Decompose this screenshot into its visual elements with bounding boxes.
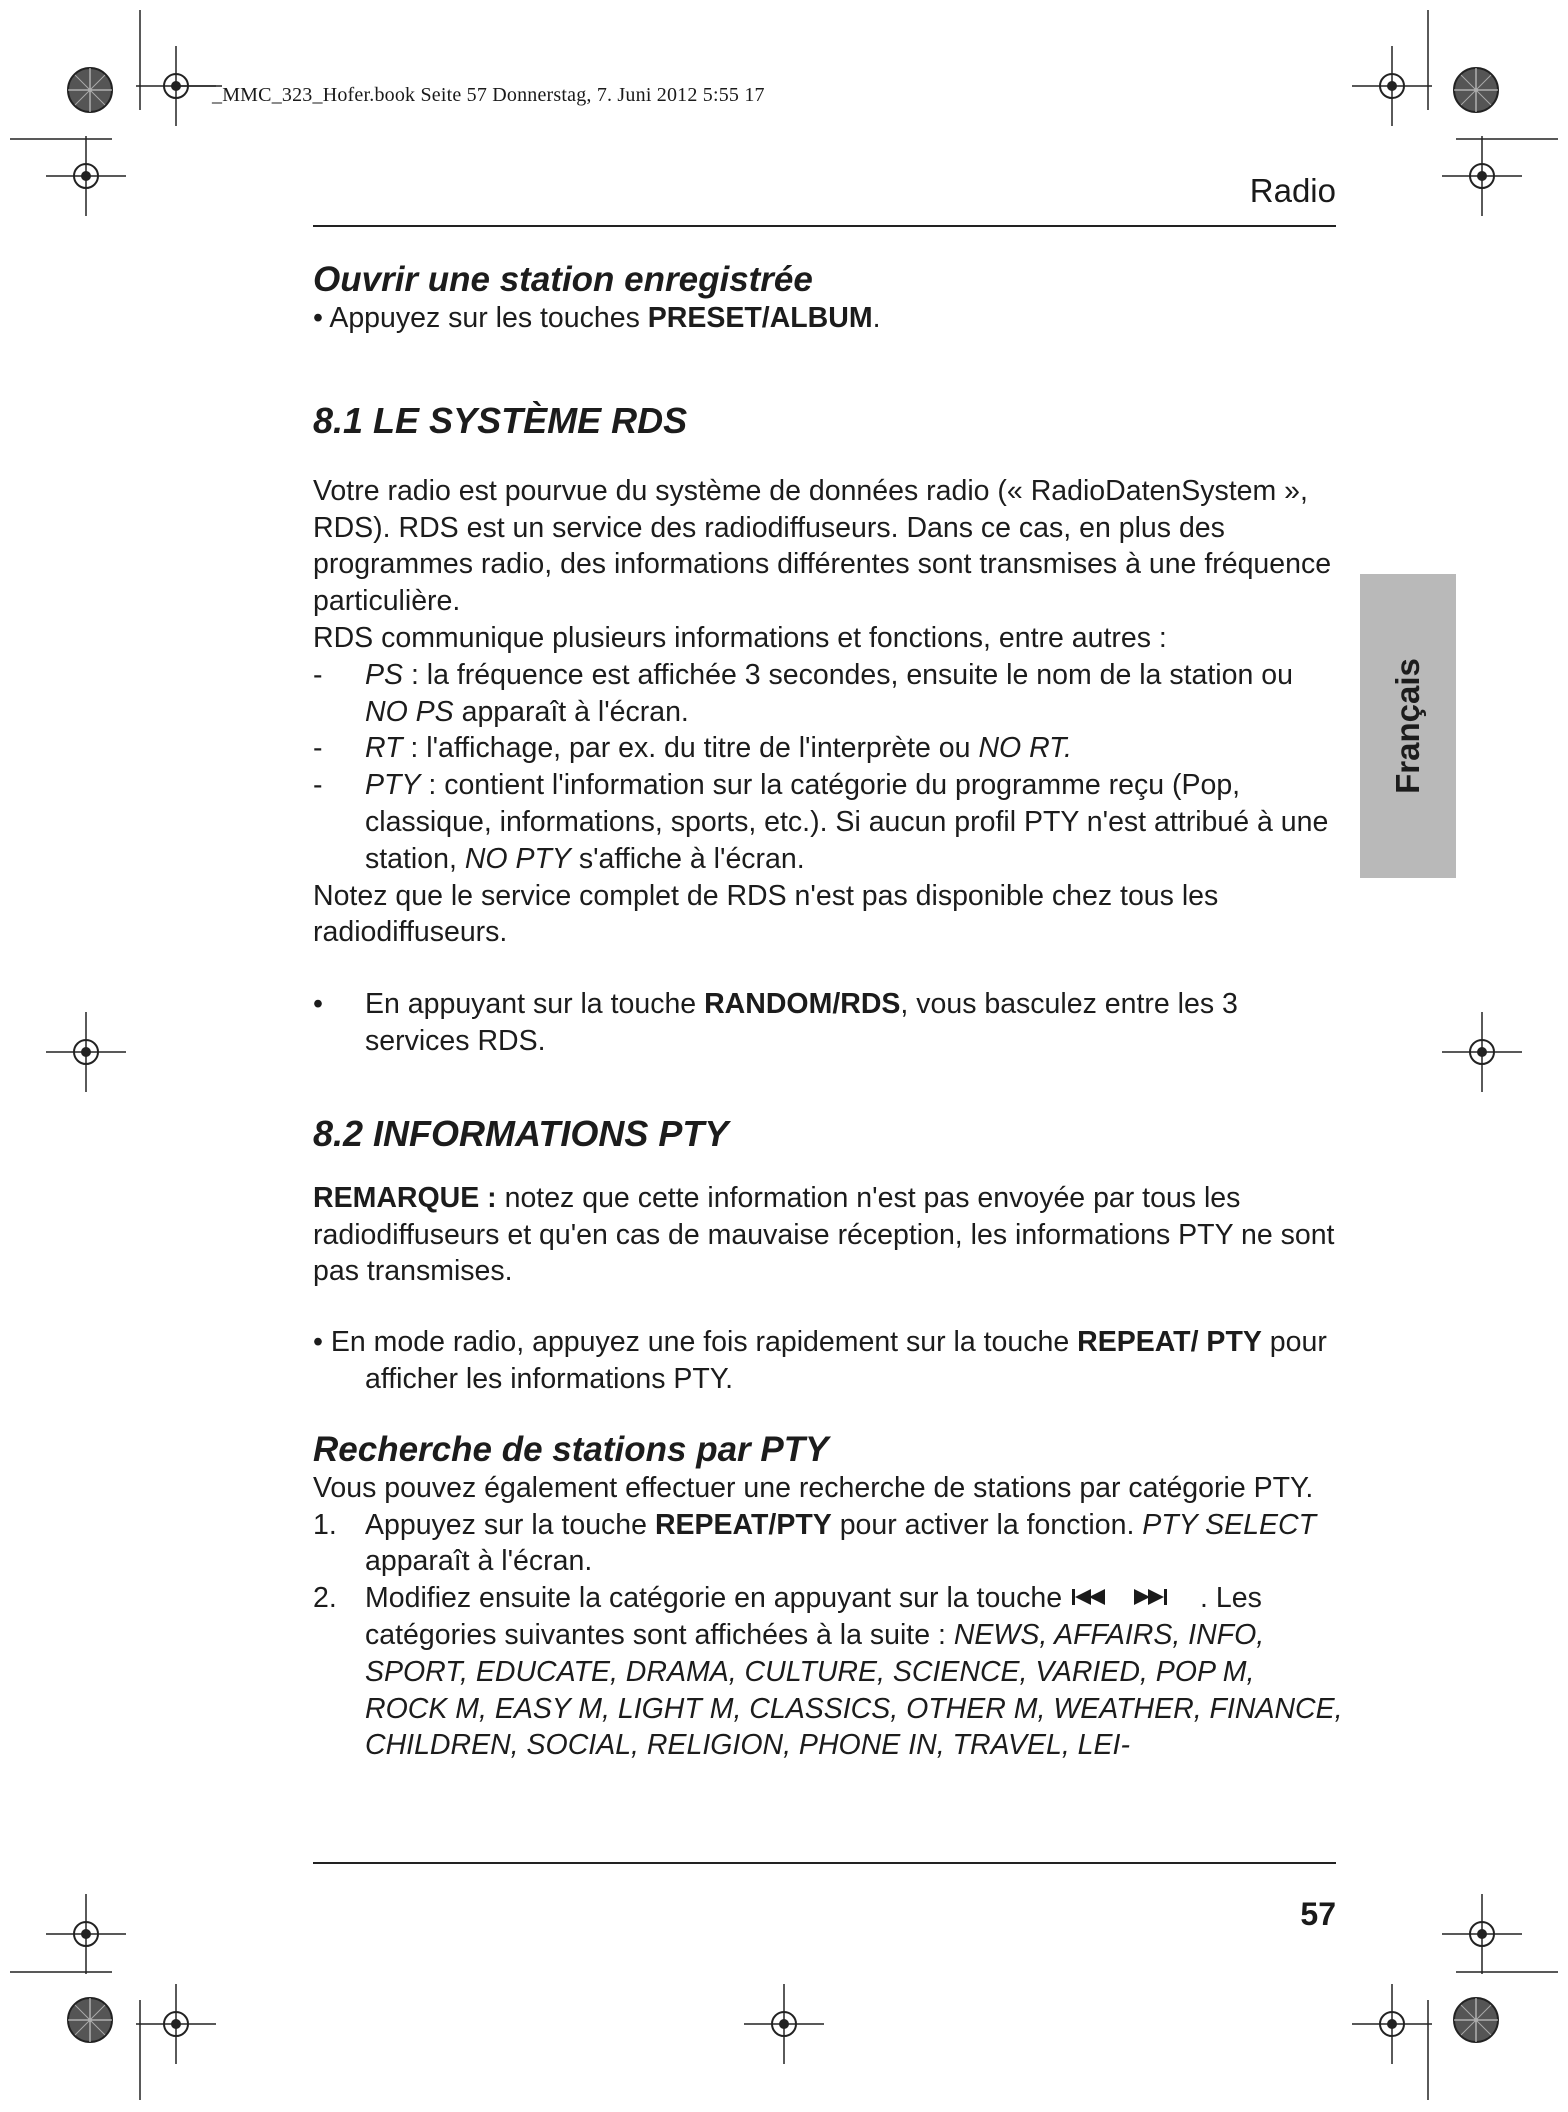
page-number: 57 — [1300, 1896, 1336, 1932]
category-list: NEWS, AFFAIRS, INFO, SPORT, EDUCATE, DRAMA, CULTURE, SCIENCE, VARIED, POP M, ROCK M, EASY M, LIGHT M, CLASSICS, OTHER M, WEATHER, FINANCE, CHILDREN, SOCIAL, RELIGION, PHONE IN, TRAVEL, LEI- — [365, 1618, 1343, 1762]
pty-search-intro: Vous pouvez également effectuer une recherche de stations par catégorie PTY. — [313, 1471, 1314, 1504]
list-item — [313, 730, 1343, 767]
running-head: Radio — [1249, 172, 1336, 209]
term: RT — [365, 732, 403, 765]
open-station-instruction — [313, 300, 1343, 337]
rds-list-intro: RDS communique plusieurs informations et fonctions, entre autres : — [313, 621, 1167, 654]
section-8-2-title: 8.2 INFORMATIONS PTY — [313, 1112, 729, 1154]
remark-label: REMARQUE : — [313, 1181, 497, 1214]
term: PTY SELECT — [1142, 1508, 1316, 1541]
step-number: 1. — [313, 1508, 337, 1541]
rds-intro: Votre radio est pourvue du système de données radio (« RadioDatenSystem », RDS). RDS est un service des radiodiffuseurs. Dans ce cas, en plus des programmes radio, des informations différentes sont transmises à une fréquence particulière. — [313, 474, 1332, 618]
list-item — [313, 1580, 1343, 1764]
term: NO PTY — [464, 842, 571, 875]
item-text: apparaît à l'écran. — [453, 695, 689, 728]
key-label: REPEAT/PTY — [654, 1508, 832, 1541]
item-text: , vous basculez entre les 3 services RDS. — [365, 988, 1238, 1057]
key-label: RANDOM/RDS — [704, 988, 901, 1021]
open-station-heading: Ouvrir une station enregistrée — [313, 260, 813, 299]
page-content — [313, 260, 1343, 1764]
item-text: : la fréquence est affichée 3 secondes, ensuite le nom de la station ou — [403, 658, 1293, 691]
item-text: apparaît à l'écran. — [365, 1545, 593, 1578]
instruction-text: . — [872, 302, 881, 334]
item-text: En appuyant sur la touche — [365, 988, 705, 1021]
term: NO PS — [365, 695, 454, 728]
pty-search-heading: Recherche de stations par PTY — [313, 1429, 829, 1469]
list-marker: - — [313, 769, 323, 802]
pty-display-instruction — [313, 1324, 1343, 1398]
item-text: s'affiche à l'écran. — [570, 842, 805, 875]
item-text: En mode radio, appuyez une fois rapidement sur la touche — [322, 1326, 1078, 1359]
section-8-1-title: 8.1 LE SYSTÈME RDS — [313, 399, 688, 441]
list-marker: • — [313, 1326, 323, 1359]
step-number: 2. — [313, 1582, 337, 1615]
prev-next-track-icon — [1070, 1586, 1200, 1608]
instruction-text: • Appuyez sur les touches — [313, 302, 648, 334]
language-tab-label: Français — [1389, 658, 1426, 794]
list-marker: - — [313, 658, 323, 691]
list-marker: • — [313, 988, 323, 1021]
list-item — [313, 767, 1343, 877]
header-rule — [313, 225, 1336, 227]
footer-rule — [313, 1862, 1336, 1864]
list-item — [313, 1507, 1343, 1581]
key-label: PRESET/ALBUM — [647, 302, 873, 334]
item-text: pour afficher les informations PTY. — [365, 1326, 1327, 1395]
key-label: REPEAT/ PTY — [1077, 1326, 1262, 1359]
item-text: Modifiez ensuite la catégorie en appuyant sur la touche — [365, 1582, 1071, 1615]
item-text: . Les catégories suivantes sont affichées à la suite : — [365, 1582, 1262, 1651]
list-item — [313, 657, 1343, 731]
item-text: : l'affichage, par ex. du titre de l'interprète ou — [402, 732, 979, 765]
remark-text: notez que cette information n'est pas envoyée par tous les radiodiffuseurs et qu'en cas de mauvaise réception, les informations PTY ne sont pas transmises. — [313, 1181, 1335, 1288]
rds-note: Notez que le service complet de RDS n'est pas disponible chez tous les radiodiffuseurs. — [313, 879, 1219, 949]
item-text: : contient l'information sur la catégorie du programme reçu (Pop, classique, informations, sports, etc.). Si aucun profil PTY n'est attribué à une station, — [365, 769, 1329, 875]
list-item — [313, 986, 1343, 1060]
book-file-header: _MMC_323_Hofer.book Seite 57 Donnerstag, 7. Juni 2012 5:55 17 — [212, 84, 765, 106]
language-tab — [1360, 574, 1456, 878]
remark-paragraph — [313, 1180, 1343, 1290]
list-marker: - — [313, 732, 323, 765]
item-text: pour activer la fonction. — [831, 1508, 1143, 1541]
term: PTY — [365, 769, 421, 802]
term: PS — [365, 658, 404, 691]
item-text: Appuyez sur la touche — [365, 1508, 655, 1541]
term: NO RT. — [978, 732, 1072, 765]
